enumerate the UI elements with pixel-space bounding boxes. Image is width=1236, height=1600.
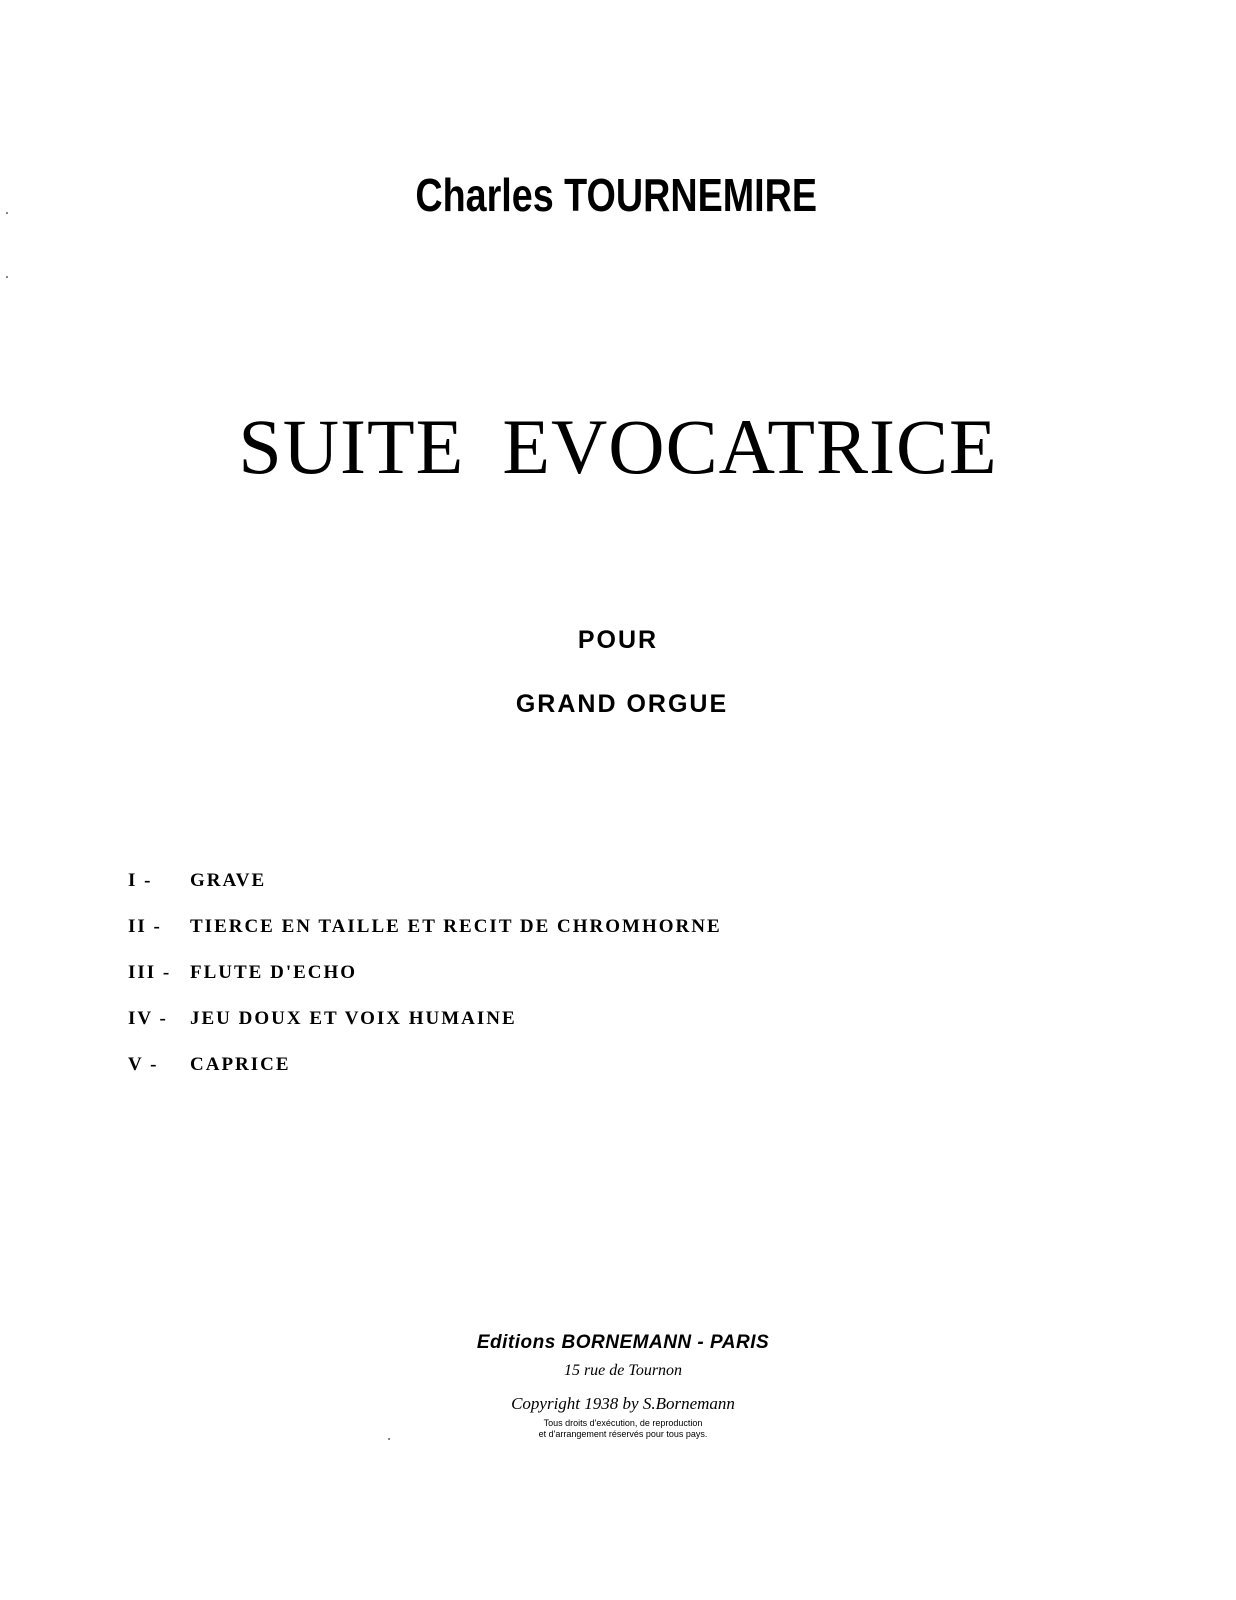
movement-name: GRAVE (190, 870, 267, 891)
publisher-address: 15 rue de Tournon (563, 1362, 683, 1379)
work-title (0, 402, 1236, 492)
rights-notice (0, 1418, 1236, 1440)
publisher-name: Editions BORNEMANN - PARIS (476, 1332, 770, 1353)
movement-item (128, 958, 848, 1004)
movement-number: IV - (128, 1008, 168, 1029)
scan-speck (6, 276, 8, 278)
rights-line-1: Tous droits d'exécution, de reproduction (543, 1418, 703, 1428)
movement-number: II - (128, 916, 162, 937)
work-title-word-2: EVOCATRICE (502, 403, 998, 490)
movement-item (128, 1050, 848, 1096)
scan-speck (388, 1438, 390, 1440)
subtitle-instrument: GRAND ORGUE (515, 690, 729, 718)
movement-number: III - (128, 962, 172, 983)
movement-list (128, 866, 848, 1096)
movement-name: TIERCE EN TAILLE ET RECIT DE CHROMHORNE (190, 916, 722, 937)
movement-item (128, 866, 848, 912)
movement-name: FLUTE D'ECHO (190, 962, 358, 983)
work-title-word-1: SUITE (238, 403, 465, 490)
movement-number: V - (128, 1054, 159, 1075)
subtitle-pour: POUR (577, 626, 659, 654)
copyright-notice: Copyright 1938 by S.Bornemann (511, 1394, 735, 1413)
movement-number: I - (128, 870, 153, 891)
rights-line-2: et d'arrangement réservés pour tous pays. (538, 1429, 708, 1439)
composer-name: Charles TOURNEMIRE (415, 169, 818, 221)
movement-name: CAPRICE (190, 1054, 291, 1075)
movement-item (128, 1004, 848, 1050)
scan-speck (6, 212, 8, 214)
movement-item (128, 912, 848, 958)
movement-name: JEU DOUX ET VOIX HUMAINE (190, 1008, 517, 1029)
